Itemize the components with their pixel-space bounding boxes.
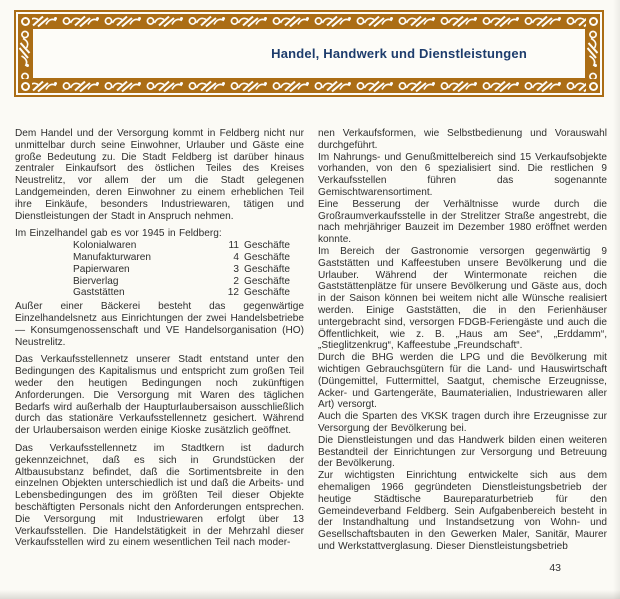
paragraph-bhg-supply: Durch die BHG werden die LPG und die Bevölkerung mit wichtigen Gebrauchsgütern für die Land- und Hauswirtschaft (Düngemittel, Futtermittel, Saatgut, chemische Erzeugnisse, Acker- und Gartengeräte, Baumaterialien, Industriewaren aller Art) versorgt. (318, 352, 607, 411)
ornament-border-left-icon (18, 28, 32, 81)
ornament-corner-icon (18, 79, 32, 93)
ornament-border-right-icon (586, 28, 600, 81)
shop-list (15, 240, 304, 299)
shop-unit: Geschäfte (244, 263, 291, 275)
paragraph-sales-network: Das Verkaufsstellennetz unserer Stadt entstand unter den Bedingungen des Kapitalismus und entspricht zum großen Teil weder den heutigen Bedingungen noch zukünftigen Anforderungen. Die Versorgung mit Waren des täglichen Bedarfs wird außerhalb der Haupturlaubersaison ausschließlich durch das stationäre Verkaufsstellennetz gesichert. Während der Urlaubersaison werden einige Kioske zusätzlich geöffnet. (15, 354, 304, 437)
shop-row (15, 276, 304, 288)
shop-label: Manufakturwaren (73, 251, 151, 263)
paragraph-large-store: Eine Besserung der Verhältnisse wurde durch die Großraumverkaufsstelle in der Strelitzer Straße angestrebt, die nach mehrjähriger Bauzeit im Dezember 1980 eröffnet werden konnte. (318, 198, 607, 246)
shop-label: Gaststätten (73, 287, 125, 299)
paragraph-gastronomy: Im Bereich der Gastronomie versorgen gegenwärtig 9 Gaststätten und Kaffeestuben unsere Bevölkerung und die Urlauber. Während der Wintermonate reichen die Gaststättenplätze für unsere Bevölkerung und Gäste aus, doch in der Saison können bei weitem nicht alle Wünsche realisiert werden. Einige Gaststätten, die in den Ferienhäuser untergebracht sind, versorgen FDGB-Feriengäste und auch die Öffentlichkeit, wie z. B. „Haus am See“, „Erddamm“, „Stieglitzenkrug“, Kaffeestube „Freundschaft“. (318, 245, 607, 352)
title-frame-inner (32, 28, 586, 79)
shop-count: 3 (233, 263, 239, 275)
chapter-title: Handel, Handwerk und Dienstleistungen (271, 46, 527, 61)
shop-row (15, 252, 304, 264)
shop-count: 2 (233, 275, 239, 287)
paragraph-food-sector: Im Nahrungs- und Genußmittelbereich sind 15 Verkaufsobjekte vorhanden, von den 6 spezialisiert sind. Die restlichen 9 Verkaufsstellen führen das sogenannte Gemischtwarensortiment. (318, 151, 607, 198)
ornament-band (18, 14, 600, 93)
shop-row (15, 287, 304, 299)
left-column (15, 128, 304, 555)
shop-list-intro: Im Einzelhandel gab es vor 1945 in Feldberg: (15, 228, 222, 240)
shop-count: 4 (233, 251, 239, 263)
shop-row (15, 240, 304, 252)
paragraph-trade-importance: Dem Handel und der Versorgung kommt in Feldberg nicht nur unmittelbar durch seine Einwohner, Urlauber und Gäste eine große Bedeutung zu. Die Stadt Feldberg ist darüber hinaus zentraler Einkaufsort des östlichen Teiles des Kreises Neustrelitz, vor allem der um die Stadt gelegenen Landgemeinden, deren Einwohner zu einem erheblichen Teil ihre Einkäufe, besonders Industriewaren, tätigen und Dienstleistungen der Stadt in Anspruch nehmen. (15, 128, 304, 222)
paragraph-repair-company: Zur wichtigsten Einrichtung entwickelte sich aus dem ehemaligen 1966 gegründeten Dienstleistungsbetrieb der heutige Städtische Baureparaturbetrieb für den Gemeindeverband Feldberg. Sein Aufgabenbereich besteht in der Instandhaltung und Instandsetzung von Wohn- und Gesellschaftsbauten in den Gewerken Maler, Sanitär, Maurer und Werkstattverglasung. Dieser Dienstleistungsbetrieb (318, 470, 607, 552)
paragraph-city-center: Das Verkaufsstellennetz im Stadtkern ist dadurch gekennzeichnet, daß es sich in Grundstücken der Altbausubstanz befindet, daß die Sortimentsbreite in den einzelnen Objekten unterschiedlich ist und daß die Arbeits- und Lebensbedingungen des im größten Teil dieser Objekte beschäftigten Personals nicht den Anforderungen entsprechen. Die Versorgung mit Industriewaren erfolgt über 13 Verkaufsstellen. Die Handelstätigkeit in der Mehrzahl dieser Verkaufsstellen wird zu einem wesentlichen Teil nach moder- (15, 442, 304, 549)
ornament-border-bottom-icon (18, 79, 600, 93)
shop-unit: Geschäfte (244, 287, 291, 299)
chapter-title-frame (14, 10, 604, 97)
ornament-corner-icon (586, 14, 600, 28)
ornament-border-top-icon (18, 14, 600, 28)
paragraph-bakery: Außer einer Bäckerei besteht das gegenwärtige Einzelhandelsnetz aus Einrichtungen der zwei Handelsbetriebe — Konsumgenossenschaft und VE Handelsorganisation (HO) Neustrelitz. (15, 301, 304, 348)
shop-count: 12 (227, 287, 239, 299)
shop-unit: Geschäfte (244, 251, 291, 263)
ornament-corner-icon (18, 14, 32, 28)
page-number: 43 (549, 562, 561, 574)
paragraph-sales-forms: nen Verkaufsformen, wie Selbstbedienung und Vorauswahl durchgeführt. (318, 128, 607, 151)
shop-unit: Geschäfte (244, 275, 291, 287)
shop-label: Kolonialwaren (73, 240, 137, 252)
paragraph-vksk: Auch die Sparten des VKSK tragen durch ihre Erzeugnisse zur Versorgung der Bevölkerung bei. (318, 411, 607, 434)
shop-unit: Geschäfte (244, 240, 291, 252)
shop-label: Bierverlag (73, 275, 119, 287)
shop-row (15, 264, 304, 276)
shop-count: 11 (228, 240, 239, 252)
shop-label: Papierwaren (73, 263, 130, 275)
ornament-corner-icon (586, 79, 600, 93)
right-column (318, 128, 607, 553)
paragraph-services-crafts: Die Dienstleistungen und das Handwerk bilden einen weiteren Bestandteil der Einrichtungen zur Versorgung und Betreuung der Bevölkerung. (318, 434, 607, 470)
